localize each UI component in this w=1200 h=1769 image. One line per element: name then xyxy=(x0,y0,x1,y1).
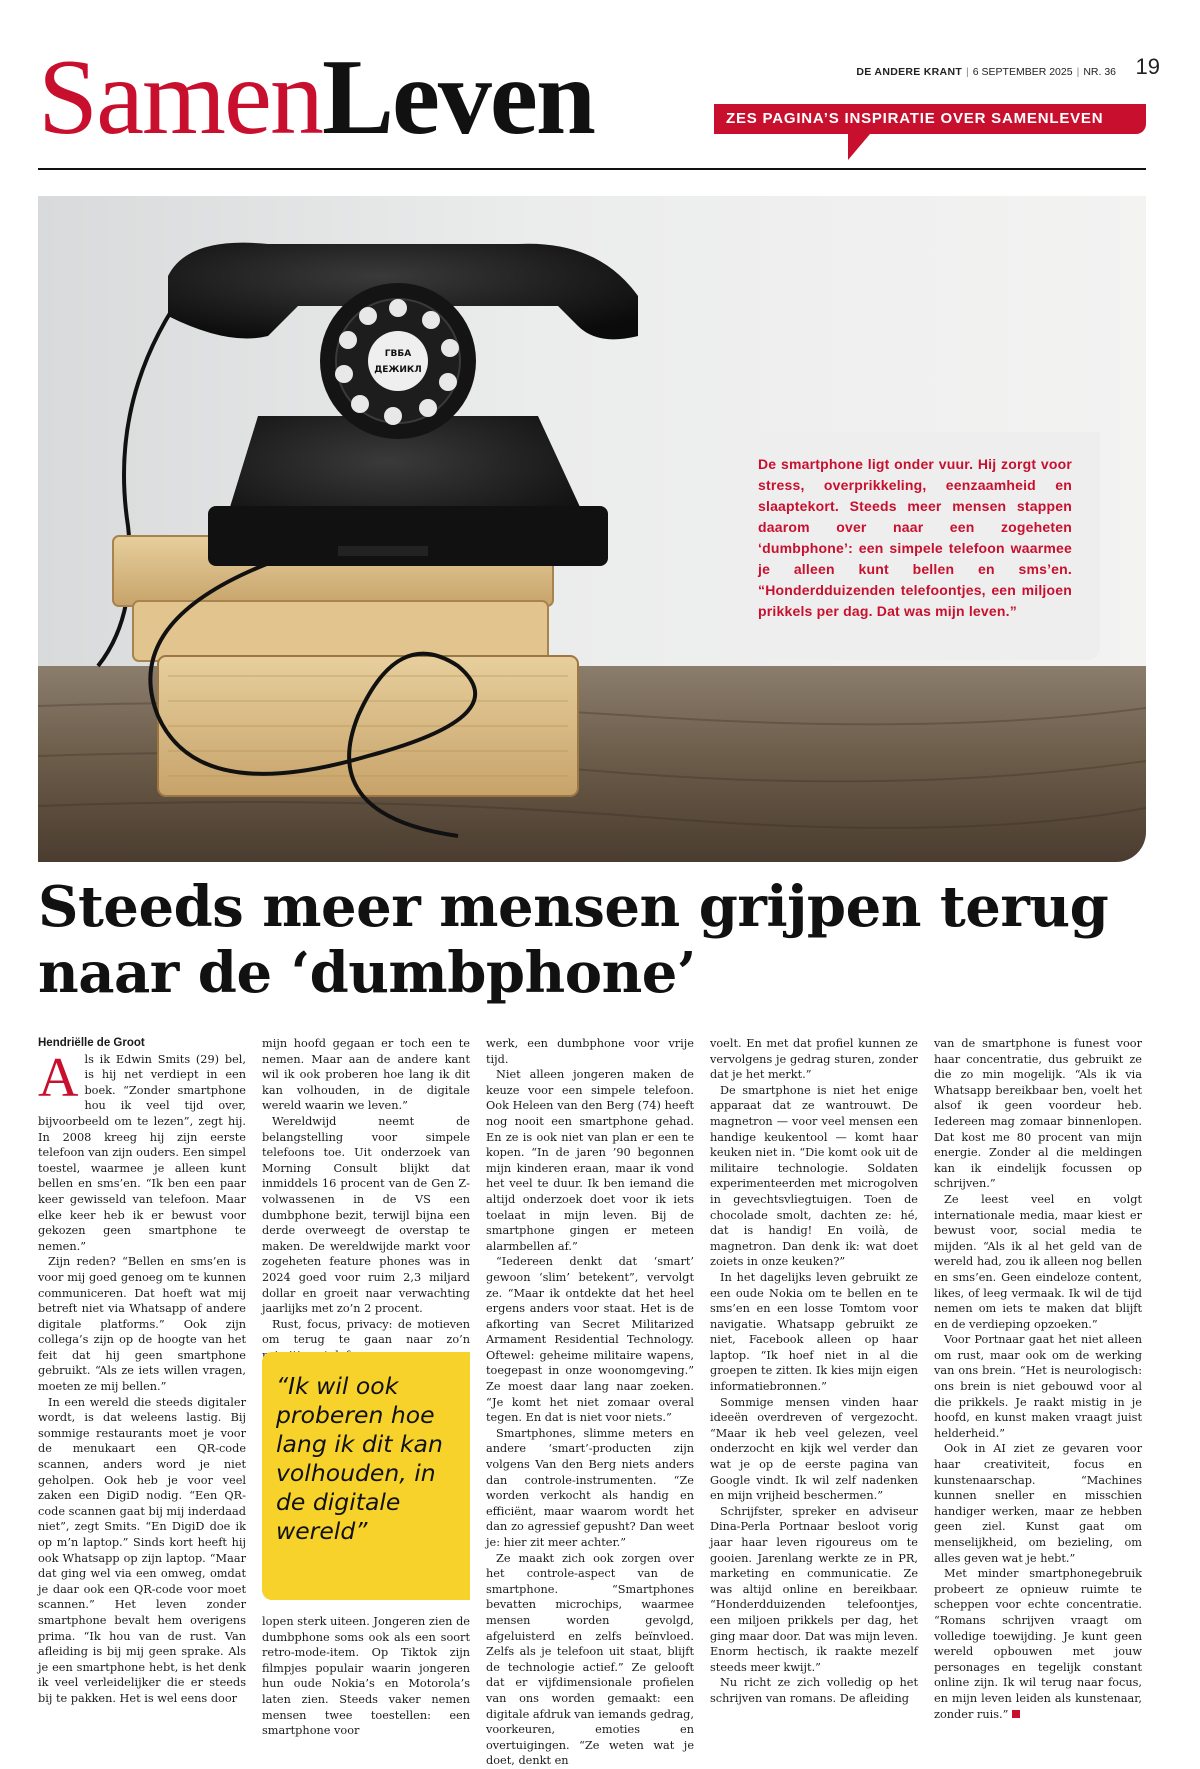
column-5-paragraph: van de smartphone is funest voor haar concentratie, dus gebruikt ze die zo min mogelijk. “Als ik via Whatsapp bereikbaar ben, voelt het alsof ik geen voordeur heb. Iedereen mag zomaar binnenlopen. Dat kost me 80 procent van mijn energie. Zonder al die meldingen kan ik eindelijk focussen op schrijven.” xyxy=(934,1037,1142,1191)
column-1-paragraph: Als ik Edwin Smits (29) bel, is hij net verdiept in een boek. “Zonder smartphone hou ik veel tijd over, bijvoorbeeld om te lezen”, zegt hij. In 2008 kreeg hij zijn eerste telefoon van zijn ouders. Een simpel toestel, waarmee je alleen kunt bellen en sms’en. “Ik ben een paar keer gewisseld van telefoon. Maar elke keer heb ik er bewust voor gekozen geen smartphone te nemen.” xyxy=(38,1046,246,1253)
dial-label-2: ДЕЖИКЛ xyxy=(374,365,422,375)
article-column-1 xyxy=(38,1036,246,1707)
section-kicker: ZES PAGINA’S INSPIRATIE OVER SAMENLEVEN xyxy=(714,104,1146,134)
article-column-4 xyxy=(710,1036,918,1707)
column-4-paragraph: Schrijfster, spreker en adviseur Dina-Perla Portnaar besloot vorig jaar haar leven rigoureus om te gooien. Jarenlang werkte ze in PR, marketing en communicatie. Ze was altijd online en bereikbaar. “Honderdduizenden telefoontjes, een miljoen prikkels per dag, het ging maar door. Dat was mijn leven. Enorm hectisch, ik raakte mezelf steeds meer kwijt.” xyxy=(710,1504,918,1674)
pull-quote xyxy=(262,1352,470,1600)
column-5-paragraph: Ze leest veel en volgt internationale media, maar kiest er bewust voor, social media te mijden. “Als ik al het geld van de wereld had, zou ik alleen nog bellen en sms’en. Geen eindeloze content, likes, of leeg vermaak. Ik wil de tijd nemen om iets te maken dat blijft en de verdieping opzoeken.” xyxy=(934,1192,1142,1331)
section-logo xyxy=(38,38,698,157)
column-1-paragraph: In een wereld die steeds digitaler wordt, is dat weleens lastig. Bij sommige restaurants moet je voor de menukaart een QR-code scannen, anders word je niet geholpen. Ook heb je voor veel zaken een DigiD nodig. “Een QR-code scannen gaat bij mij inderdaad niet”, zegt Smits. “En DigiD doe ik op m’n laptop.” Sinds kort heeft hij ook Whatsapp op zijn laptop. “Maar dat ging wel via een omweg, omdat je daar ook een QR-code voor moet scannen.” Het leven zonder smartphone bevalt hem overigens prima. “Ik hou van de rust. Van afleiding is bij mij geen sprake. Als je een smartphone hebt, is het denk ik veel verleidelijker die er steeds bij te pakken. Het is wel eens door xyxy=(38,1395,246,1705)
issue-meta: DE ANDERE KRANT | 6 SEPTEMBER 2025 | NR. 36 19 xyxy=(856,54,1160,79)
column-3-paragraph: “Iedereen denkt dat ‘smart’ gewoon ‘slim’ betekent”, vervolgt ze. “Maar ik ontdekte dat het heel ergens anders voor staat. Het is de afkorting van Secret Militarized Armament Residential Technology. Oftewel: geheime militaire wapens, toegepast in onze woonomgeving.” Ze moest daar lang naar zoeken. “Je komt het niet zomaar overal tegen. En dat is niet voor niets.” xyxy=(486,1255,694,1425)
column-5-last-paragraph: Met minder smartphonegebruik probeert ze opnieuw ruimte te scheppen voor echte concentratie. “Romans schrijven vraagt om volledige toewijding. Je kunt geen wereld opbouwen met jouw personages en tegelijk constant online zijn. Ik wil terug naar focus, en mijn leven leiden als kunstenaar, zonder ruis.” xyxy=(934,1567,1142,1721)
masthead-rule xyxy=(38,168,1146,170)
column-2-paragraph: lopen sterk uiteen. Jongeren zien de dumbphone soms ook als een soort retro-mode-item. Op Tiktok zijn filmpjes populair waarin jongeren hun oude Nokia’s en Motorola’s laten zien. Steeds vaker nemen mensen twee toestellen: een smartphone voor xyxy=(262,1615,470,1738)
column-2-paragraph: Rust, focus, privacy: de motieven om terug te gaan naar zo’n xyxy=(262,1317,470,1347)
column-2-paragraph: Wereldwijd neemt de belangstelling voor simpele telefoons toe. Uit onderzoek van Morning Consult blijkt dat inmiddels 16 procent van de Gen Z-volwassenen in de VS een dumbphone bezit, terwijl bijna een derde overweegt de overstap te maken. De wereldwijde markt voor zogeheten feature phones was in 2024 goed voor ruim 2,3 miljard dollar en groeit naar verwachting jaarlijks met zo’n 2 procent. xyxy=(262,1114,470,1316)
hero-photo xyxy=(38,196,1146,862)
column-2-paragraph: mijn hoofd gegaan er toch een te nemen. Maar aan de andere kant wil ik ook proberen hoe lang ik dit kan volhouden, in de digitale wereld waarin we leven.” xyxy=(262,1037,470,1113)
logo-part-leven: Leven xyxy=(321,38,594,157)
article-column-3 xyxy=(486,1036,694,1769)
intro-quote-box xyxy=(728,432,1100,660)
column-3-paragraph: Niet alleen jongeren maken de keuze voor een simpele telefoon. Ook Heleen van den Berg (74) heeft nog nooit een smartphone gehad. En ze is ook niet van plan er een te kopen. “In de jaren ’90 begonnen mijn kinderen eraan, maar ik vond het veel te duur. Ik ben iemand die altijd onderzoek doet voor ik iets toelaat in mijn leven. Bij de smartphone gingen er meteen alarmbellen af.” xyxy=(486,1068,694,1253)
column-4-paragraph: De smartphone is niet het enige apparaat dat ze wantrouwt. De magnetron — voor veel mensen een handige keukentool — komt haar keuken niet in. “Die komt ook uit de militaire technologie. Soldaten experimenteerden met microgolven in gevechtsvliegtuigen. Toen de chocolade smolt, dachten ze: hé, dat is handig! En voilà, de magnetron. Dan denk ik: wat doet zoiets in onze keuken?” xyxy=(710,1083,918,1269)
column-4-paragraph: Sommige mensen vinden haar ideeën overdreven of vergezocht. “Maar ik heb veel gelezen, veel onderzocht en kijk wel verder dan wat je op de eerste pagina van Google vindt. Ik wil zelf nadenken en mijn vrijheid beschermen.” xyxy=(710,1395,918,1503)
page-number: 19 xyxy=(1135,54,1160,79)
column-4-paragraph: In het dagelijks leven gebruikt ze een oude Nokia om te bellen en te sms’en en een losse Tomtom voor navigatie. Whatsapp gebruikt ze niet, Facebook alleen op haar laptop. “Ik hoef niet in al die groepen te zitten. Ik kies mijn eigen informatiebronnen.” xyxy=(710,1270,918,1394)
column-3-paragraph: werk, een dumbphone voor vrije tijd. xyxy=(486,1037,694,1066)
dial-label: ГВБА xyxy=(384,349,412,359)
masthead xyxy=(38,38,698,157)
article-column-2 xyxy=(262,1036,470,1363)
article-headline: Steeds meer mensen grijpen terug naar de ‘dumbphone’ xyxy=(38,874,1109,1006)
issue-number: NR. 36 xyxy=(1083,66,1116,78)
dropcap: A xyxy=(38,1046,79,1109)
kicker-tail xyxy=(848,134,870,160)
pull-quote-text: “Ik wil ook proberen hoe lang ik dit kan volhouden, in de digitale wereld” xyxy=(276,1372,443,1545)
article-column-5 xyxy=(934,1036,1142,1722)
column-3-paragraph: Ze maakt zich ook zorgen over het controle-aspect van de smartphone. “Smartphones bevatten microchips, waarmee mensen worden gevolgd, afgeluisterd en zelfs beïnvloed. Zelfs als je telefoon uit staat, blijft de technologie actief.” Ze gelooft dat er vijfdimensionale profielen van ons worden gemaakt: een digitale afdruk van iemands gedrag, voorkeuren, emoties en overtuigingen. “Ze weten wat je doet, denkt en xyxy=(486,1551,694,1768)
logo-part-samen: Samen xyxy=(38,38,322,157)
paper-name: DE ANDERE KRANT xyxy=(856,66,963,78)
column-4-paragraph: voelt. En met dat profiel kunnen ze vervolgens je gedrag sturen, zonder dat je het merkt.” xyxy=(710,1037,918,1082)
issue-date: 6 SEPTEMBER 2025 xyxy=(972,66,1073,78)
intro-quote-text: De smartphone ligt onder vuur. Hij zorgt voor stress, overprikkeling, eenzaamheid en slaaptekort. Steeds meer mensen stappen daarom over naar een zogeheten ‘dumbphone’: een simpele telefoon waarmee je alleen kunt bellen en sms’en. “Honderdduizenden telefoontjes, een miljoen prikkels per dag. Dat was mijn leven.” xyxy=(758,456,1072,619)
column-4-paragraph: Nu richt ze zich volledig op het schrijven van romans. De afleiding xyxy=(710,1676,918,1705)
article-column-2-continued xyxy=(262,1614,470,1739)
article-end-mark xyxy=(1012,1710,1020,1718)
byline: Hendriëlle de Groot xyxy=(38,1037,145,1049)
column-1-paragraph: Zijn reden? “Bellen en sms’en is voor mij goed genoeg om te kunnen communiceren. Dat hoeft wat mij betreft niet via Whatsapp of andere digitale platforms.” Ook zijn collega’s zijn op de hoogte van het feit dat hij geen smartphone gebruikt. “Als ze iets willen vragen, moeten ze mij bellen.” xyxy=(38,1255,246,1394)
column-5-paragraph: Ook in AI ziet ze gevaren voor haar creativiteit, focus en kunstenaarschap. “Machines kunnen sneller en misschien handiger werken, maar ze hebben geen ziel. Kunst gaat om menselijkheid, om bezieling, om alles geven wat je hebt.” xyxy=(934,1442,1142,1565)
column-3-paragraph: Smartphones, slimme meters en andere ‘smart’-producten zijn volgens Van den Berg niets anders dan controle-instrumenten. “Ze worden verkocht als handig en efficiënt, maar waarom wordt het dan zo agressief gepusht? Dan weet je: hier zit meer achter.” xyxy=(486,1426,694,1549)
column-5-paragraph: Voor Portnaar gaat het niet alleen om rust, maar ook om de werking van ons brein. “Het is neurologisch: ons brein is niet gebouwd voor al die prikkels. Je raakt mistig in je hoofd, en kunst maken vraagt juist helderheid.” xyxy=(934,1333,1142,1440)
